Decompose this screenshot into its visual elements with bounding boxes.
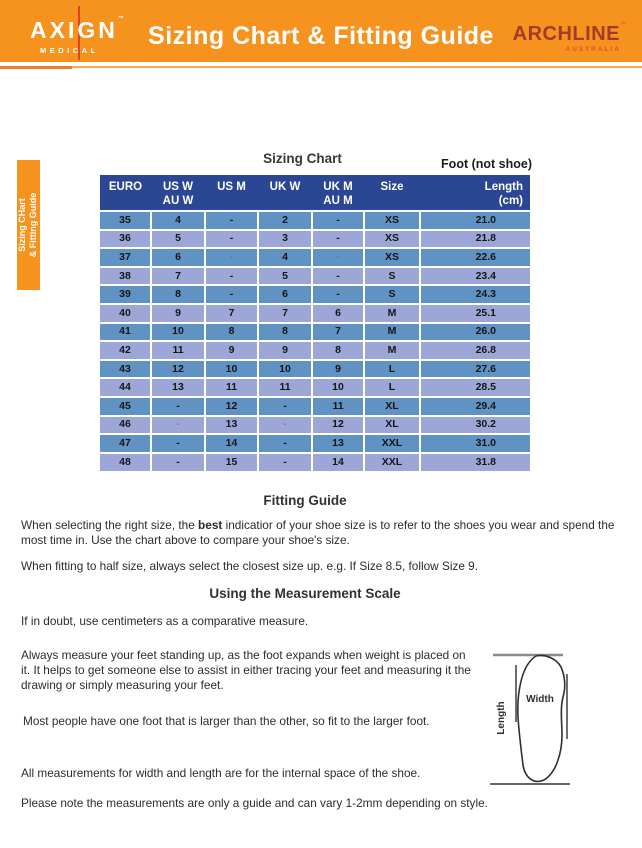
table-cell: 11 xyxy=(312,397,364,416)
measurement-paragraph-3: Most people have one foot that is larger than the other, so fit to the larger foot. xyxy=(23,714,430,728)
table-cell: - xyxy=(312,267,364,286)
axign-logo xyxy=(30,4,142,60)
table-cell: 48 xyxy=(100,453,151,472)
column-header-usm: US M xyxy=(205,175,258,211)
diagram-width-label: Width xyxy=(526,694,554,705)
table-cell: 9 xyxy=(258,341,312,360)
table-cell: 6 xyxy=(151,248,205,267)
table-cell: - xyxy=(151,397,205,416)
sizing-table-body xyxy=(100,211,530,471)
table-cell: 29.4 xyxy=(420,397,530,416)
table-cell: - xyxy=(258,453,312,472)
fitting-guide-title: Fitting Guide xyxy=(263,493,347,508)
header-divider-accent xyxy=(0,66,72,69)
table-row xyxy=(100,434,530,453)
fitting-guide-paragraph-1: When selecting the right size, the best indicatior of your shoe size is to refer to the shoes you wear and spend the most time in. Use the chart above to compare your shoe's size. xyxy=(21,518,615,547)
foot-not-shoe-note: Foot (not shoe) xyxy=(441,157,532,171)
table-cell: 28.5 xyxy=(420,378,530,397)
sizing-table-header-row xyxy=(100,175,530,211)
foot-measurement-diagram xyxy=(478,645,642,800)
table-cell: 38 xyxy=(100,267,151,286)
sizing-chart-title: Sizing Chart xyxy=(263,151,342,166)
table-cell: 9 xyxy=(312,360,364,379)
table-cell: 35 xyxy=(100,211,151,230)
table-row xyxy=(100,267,530,286)
table-cell: 42 xyxy=(100,341,151,360)
table-cell: XL xyxy=(364,397,420,416)
axign-logo-name xyxy=(30,16,124,44)
table-row xyxy=(100,211,530,230)
table-cell: S xyxy=(364,285,420,304)
table-cell: XS xyxy=(364,248,420,267)
table-cell: 31.0 xyxy=(420,434,530,453)
table-cell: 11 xyxy=(205,378,258,397)
table-cell: 14 xyxy=(205,434,258,453)
table-row xyxy=(100,230,530,249)
table-cell: 8 xyxy=(205,323,258,342)
measurement-paragraph-1: If in doubt, use centimeters as a comparative measure. xyxy=(21,614,309,628)
column-header-usw: US W AU W xyxy=(151,175,205,211)
table-cell: 2 xyxy=(258,211,312,230)
table-cell: M xyxy=(364,304,420,323)
measurement-scale-title: Using the Measurement Scale xyxy=(209,586,401,601)
table-cell: 24.3 xyxy=(420,285,530,304)
table-cell: 45 xyxy=(100,397,151,416)
table-row xyxy=(100,378,530,397)
table-cell: 8 xyxy=(151,285,205,304)
table-row xyxy=(100,341,530,360)
table-cell: 13 xyxy=(205,416,258,435)
table-cell: - xyxy=(258,416,312,435)
table-cell: XL xyxy=(364,416,420,435)
table-row xyxy=(100,285,530,304)
table-cell: 22.6 xyxy=(420,248,530,267)
table-cell: 36 xyxy=(100,230,151,249)
table-cell: 26.8 xyxy=(420,341,530,360)
measurement-paragraph-4: All measurements for width and length are for the internal space of the shoe. xyxy=(21,766,421,780)
table-cell: 11 xyxy=(151,341,205,360)
table-cell: - xyxy=(258,397,312,416)
table-row xyxy=(100,304,530,323)
sizing-table xyxy=(100,175,530,471)
table-cell: XXL xyxy=(364,434,420,453)
fitting-guide-paragraph-2: When fitting to half size, always select the closest size up. e.g. If Size 8.5, follow Size 9. xyxy=(21,559,479,573)
table-cell: 11 xyxy=(258,378,312,397)
archline-trademark: ™ xyxy=(620,22,626,28)
archline-logo xyxy=(496,22,626,53)
table-cell: 13 xyxy=(151,378,205,397)
table-cell: XS xyxy=(364,211,420,230)
column-header-size: Size xyxy=(364,175,420,211)
table-cell: - xyxy=(205,211,258,230)
side-tab xyxy=(17,160,40,290)
table-cell: 7 xyxy=(258,304,312,323)
table-cell: 44 xyxy=(100,378,151,397)
table-cell: 7 xyxy=(312,323,364,342)
table-cell: 26.0 xyxy=(420,323,530,342)
table-cell: 9 xyxy=(205,341,258,360)
table-cell: 21.0 xyxy=(420,211,530,230)
table-cell: - xyxy=(205,267,258,286)
table-cell: 13 xyxy=(312,434,364,453)
column-header-euro: EURO xyxy=(100,175,151,211)
header-divider xyxy=(0,66,642,68)
archline-logo-text: ARCHLINE xyxy=(512,23,620,45)
table-row xyxy=(100,323,530,342)
table-cell: 23.4 xyxy=(420,267,530,286)
column-header-ukw: UK W xyxy=(258,175,312,211)
table-cell: 6 xyxy=(312,304,364,323)
table-cell: 46 xyxy=(100,416,151,435)
table-cell: - xyxy=(205,285,258,304)
table-cell: 47 xyxy=(100,434,151,453)
table-cell: - xyxy=(312,211,364,230)
table-cell: 4 xyxy=(151,211,205,230)
table-cell: - xyxy=(151,416,205,435)
table-cell: 8 xyxy=(258,323,312,342)
table-cell: 9 xyxy=(151,304,205,323)
table-cell: 31.8 xyxy=(420,453,530,472)
table-cell: - xyxy=(258,434,312,453)
table-cell: - xyxy=(151,434,205,453)
table-row xyxy=(100,248,530,267)
side-tab-line1: Sizing CHart xyxy=(16,198,27,252)
table-cell: 5 xyxy=(258,267,312,286)
table-cell: 6 xyxy=(258,285,312,304)
measurement-paragraph-5: Please note the measurements are only a guide and can vary 1-2mm depending on style. xyxy=(21,796,488,810)
table-cell: - xyxy=(205,230,258,249)
table-cell: M xyxy=(364,341,420,360)
axign-trademark: ™ xyxy=(117,16,124,22)
table-cell: 25.1 xyxy=(420,304,530,323)
table-cell: 43 xyxy=(100,360,151,379)
diagram-length-label: Length xyxy=(496,701,507,735)
table-cell: M xyxy=(364,323,420,342)
table-row xyxy=(100,416,530,435)
table-cell: XS xyxy=(364,230,420,249)
table-cell: - xyxy=(312,248,364,267)
table-cell: 21.8 xyxy=(420,230,530,249)
table-cell: L xyxy=(364,378,420,397)
table-cell: 8 xyxy=(312,341,364,360)
side-tab-label xyxy=(17,160,41,290)
table-cell: - xyxy=(205,248,258,267)
table-cell: 41 xyxy=(100,323,151,342)
table-cell: XXL xyxy=(364,453,420,472)
table-cell: 4 xyxy=(258,248,312,267)
archline-logo-subtitle: AUSTRALIA xyxy=(565,46,621,53)
table-cell: 7 xyxy=(151,267,205,286)
table-cell: 10 xyxy=(258,360,312,379)
table-cell: 10 xyxy=(205,360,258,379)
axign-logo-subtitle: MEDICAL xyxy=(40,46,99,55)
table-cell: 40 xyxy=(100,304,151,323)
table-cell: - xyxy=(312,230,364,249)
column-header-ukm: UK M AU M xyxy=(312,175,364,211)
side-tab-line2: & Fitting Guide xyxy=(27,192,38,258)
table-cell: 27.6 xyxy=(420,360,530,379)
table-cell: 12 xyxy=(312,416,364,435)
table-cell: 39 xyxy=(100,285,151,304)
measurement-paragraph-2: Always measure your feet standing up, as the foot expands when weight is placed on it. It helps to get someone else to assist in either tracing your feet and measuring it the drawing or simply measuring your feet. xyxy=(21,648,471,692)
header-banner xyxy=(0,0,642,62)
table-row xyxy=(100,397,530,416)
table-cell: 12 xyxy=(151,360,205,379)
table-row xyxy=(100,360,530,379)
foot-outline xyxy=(518,655,565,781)
table-cell: 7 xyxy=(205,304,258,323)
table-cell: 10 xyxy=(151,323,205,342)
column-header-length: Length (cm) xyxy=(420,175,530,211)
table-cell: 5 xyxy=(151,230,205,249)
table-cell: S xyxy=(364,267,420,286)
table-cell: 3 xyxy=(258,230,312,249)
table-cell: 12 xyxy=(205,397,258,416)
table-cell: 10 xyxy=(312,378,364,397)
page-title: Sizing Chart & Fitting Guide xyxy=(148,22,494,50)
table-row xyxy=(100,453,530,472)
table-cell: 14 xyxy=(312,453,364,472)
table-cell: - xyxy=(312,285,364,304)
table-cell: 37 xyxy=(100,248,151,267)
table-cell: 30.2 xyxy=(420,416,530,435)
table-cell: L xyxy=(364,360,420,379)
table-cell: - xyxy=(151,453,205,472)
axign-logo-text: AXIGN xyxy=(30,17,118,43)
table-cell: 15 xyxy=(205,453,258,472)
